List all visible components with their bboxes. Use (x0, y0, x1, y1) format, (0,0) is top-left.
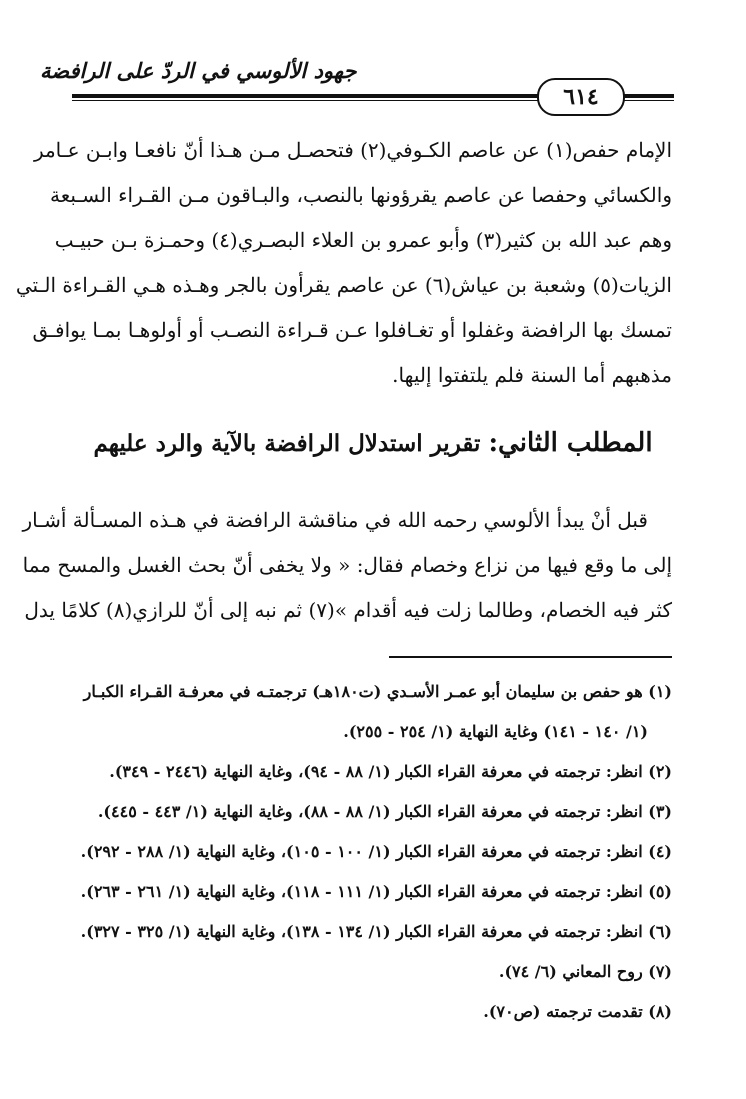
text-line: مذهبهم أما السنة فلم يلتفتوا إليها. (392, 363, 672, 387)
footnote-separator (389, 656, 672, 658)
footnote-continuation: (١/ ١٤٠ - ١٤١) وغاية النهاية (١/ ٢٥٤ - ٢٥٥). (343, 722, 648, 741)
section-heading (74, 428, 672, 458)
footnote: (٦) انظر: ترجمته في معرفة القراء الكبار (١/ ١٣٤ - ١٣٨)، وغاية النهاية (١/ ٣٢٥ - ٣٢٧). (80, 922, 672, 941)
page-number: ٦١٤ (537, 78, 625, 116)
footnote: (٨) تقدمت ترجمته (ص٧٠). (483, 1002, 672, 1021)
footnote: (٣) انظر: ترجمته في معرفة القراء الكبار (١/ ٨٨ - ٨٨)، وغاية النهاية (١/ ٤٤٣ - ٤٤٥). (97, 802, 672, 821)
footnotes (74, 672, 672, 1032)
section-heading-title: تقرير استدلال الرافضة بالآية والرد عليهم (93, 430, 489, 457)
text-line: وهم عبد الله بن كثير(٣) وأبو عمرو بن العلاء البصـري(٤) وحمـزة بـن حبيـب (54, 228, 672, 252)
text-line: تمسك بها الرافضة وغفلوا أو تغـافلوا عـن قـراءة النصـب أو أولوهـا بمـا يوافـق (32, 318, 672, 342)
text-line: قبل أنْ يبدأ الألوسي رحمه الله في مناقشة الرافضة في هـذه المسـألة أشـار (22, 508, 648, 532)
text-line: كثر فيه الخصام، وطالما زلت فيه أقدام »(٧) ثم نبه إلى أنّ للرازي(٨) كلامًا يدل (24, 598, 672, 622)
running-title: جهود الألوسي في الردّ على الرافضة (40, 58, 357, 83)
text-line: إلى ما وقع فيها من نزاع وخصام فقال: « ولا يخفى أنّ بحث الغسل والمسح مما (22, 553, 672, 577)
footnote: (٢) انظر: ترجمته في معرفة القراء الكبار (١/ ٨٨ - ٩٤)، وغاية النهاية (٢٤٤٦ - ٣٤٩). (109, 762, 672, 781)
text-line: والكسائي وحفصا عن عاصم يقرؤونها بالنصب، والبـاقون مـن القـراء السـبعة (50, 183, 672, 207)
footnote: (١) هو حفص بن سليمان أبو عمـر الأسـدي (ت١٨٠هـ) ترجمتـه في معرفـة القـراء الكبـار (83, 682, 672, 701)
paragraph-2 (22, 498, 672, 633)
paragraph-1 (15, 128, 672, 398)
footnote: (٤) انظر: ترجمته في معرفة القراء الكبار (١/ ١٠٠ - ١٠٥)، وغاية النهاية (١/ ٢٨٨ - ٢٩٢). (80, 842, 672, 861)
footnote: (٧) روح المعاني (٦/ ٧٤). (498, 962, 672, 981)
text-line: الإمام حفص(١) عن عاصم الكـوفي(٢) فتحصـل مـن هـذا أنّ نافعـا وابـن عـامر (33, 138, 672, 162)
text-line: الزيات(٥) وشعبة بن عياش(٦) عن عاصم يقرأون بالجر وهـذه هـي القـراءة الـتي (15, 273, 672, 297)
footnote: (٥) انظر: ترجمته في معرفة القراء الكبار (١/ ١١١ - ١١٨)، وغاية النهاية (١/ ٢٦١ - ٢٦٣). (80, 882, 672, 901)
section-heading-label: المطلب الثاني: (488, 428, 653, 458)
